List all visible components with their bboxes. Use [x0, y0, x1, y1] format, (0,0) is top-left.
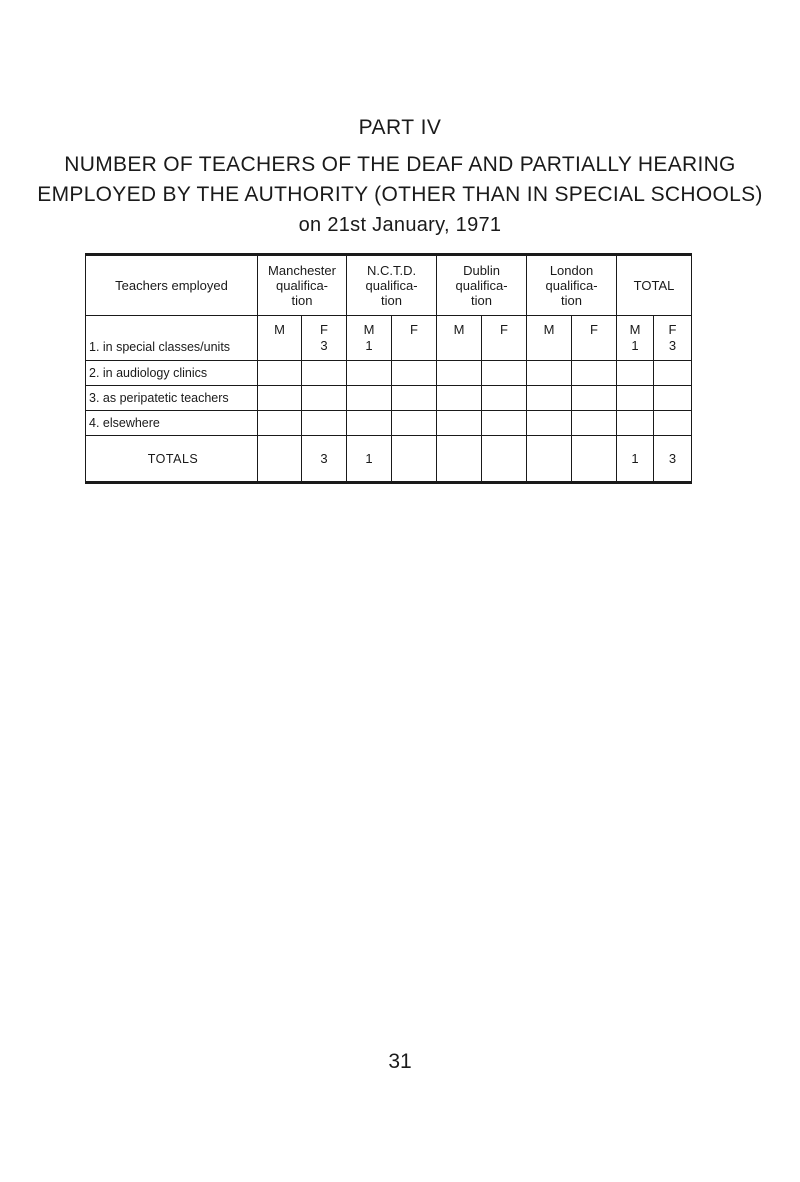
totals-cell [437, 436, 482, 483]
table-row-1 [86, 316, 692, 361]
totals-cell: 1 [617, 436, 654, 483]
totals-cell [572, 436, 617, 483]
table-cell [617, 411, 654, 436]
row-label: 4. elsewhere [86, 411, 258, 436]
totals-cell: 3 [654, 436, 692, 483]
table-cell [527, 411, 572, 436]
table-cell [392, 361, 437, 386]
cell-total-f: F 3 [654, 316, 692, 361]
cell-london-m: M [527, 316, 572, 361]
table-cell [617, 386, 654, 411]
table-cell [572, 361, 617, 386]
table-row-3 [86, 386, 692, 411]
table-row-4 [86, 411, 692, 436]
table-cell [482, 361, 527, 386]
heading-line-2: EMPLOYED BY THE AUTHORITY (OTHER THAN IN SPECIAL SCHOOLS) [37, 183, 763, 206]
table-cell [572, 386, 617, 411]
table-cell [347, 361, 392, 386]
table-cell [392, 411, 437, 436]
heading-date: on 21st January, 1971 [298, 214, 502, 236]
row-label: 2. in audiology clinics [86, 361, 258, 386]
table-totals-row [86, 436, 692, 483]
totals-cell [482, 436, 527, 483]
cell-nctd-f: F [392, 316, 437, 361]
table-cell [482, 411, 527, 436]
header-dublin: Dublin qualifica- tion [437, 255, 527, 316]
table-cell [437, 386, 482, 411]
totals-cell: 3 [302, 436, 347, 483]
table-cell [258, 361, 302, 386]
header-nctd: N.C.T.D. qualifica- tion [347, 255, 437, 316]
table-cell [302, 386, 347, 411]
table-cell [302, 361, 347, 386]
cell-dublin-f: F [482, 316, 527, 361]
table-cell [654, 411, 692, 436]
table-cell [302, 411, 347, 436]
heading-line-1: NUMBER OF TEACHERS OF THE DEAF AND PARTIALLY HEARING [64, 153, 736, 176]
totals-cell [527, 436, 572, 483]
cell-london-f: F [572, 316, 617, 361]
cell-manchester-m: M [258, 316, 302, 361]
row-label: 3. as peripatetic teachers [86, 386, 258, 411]
table-cell [437, 411, 482, 436]
table-cell [527, 386, 572, 411]
table-cell [347, 386, 392, 411]
table-cell [654, 361, 692, 386]
totals-cell [258, 436, 302, 483]
header-manchester: Manchester qualifica- tion [258, 255, 347, 316]
table-row-2 [86, 361, 692, 386]
row-label: 1. in special classes/units [86, 316, 258, 361]
table-cell [617, 361, 654, 386]
cell-dublin-m: M [437, 316, 482, 361]
teachers-table [85, 253, 692, 484]
table-cell [258, 411, 302, 436]
totals-label: TOTALS [86, 436, 258, 483]
cell-manchester-f: F 3 [302, 316, 347, 361]
table-cell [392, 386, 437, 411]
table-cell [437, 361, 482, 386]
table-cell [482, 386, 527, 411]
totals-cell: 1 [347, 436, 392, 483]
header-teachers-employed: Teachers employed [86, 255, 258, 316]
part-title: PART IV [358, 116, 442, 139]
table-header-row [86, 255, 692, 316]
table-cell [258, 386, 302, 411]
page-heading [0, 150, 800, 240]
header-total: TOTAL [617, 255, 692, 316]
table-cell [347, 411, 392, 436]
totals-cell [392, 436, 437, 483]
table-cell [572, 411, 617, 436]
cell-nctd-m: M 1 [347, 316, 392, 361]
cell-total-m: M 1 [617, 316, 654, 361]
table-cell [654, 386, 692, 411]
header-london: London qualifica- tion [527, 255, 617, 316]
page-number: 31 [388, 1050, 412, 1073]
table-cell [527, 361, 572, 386]
